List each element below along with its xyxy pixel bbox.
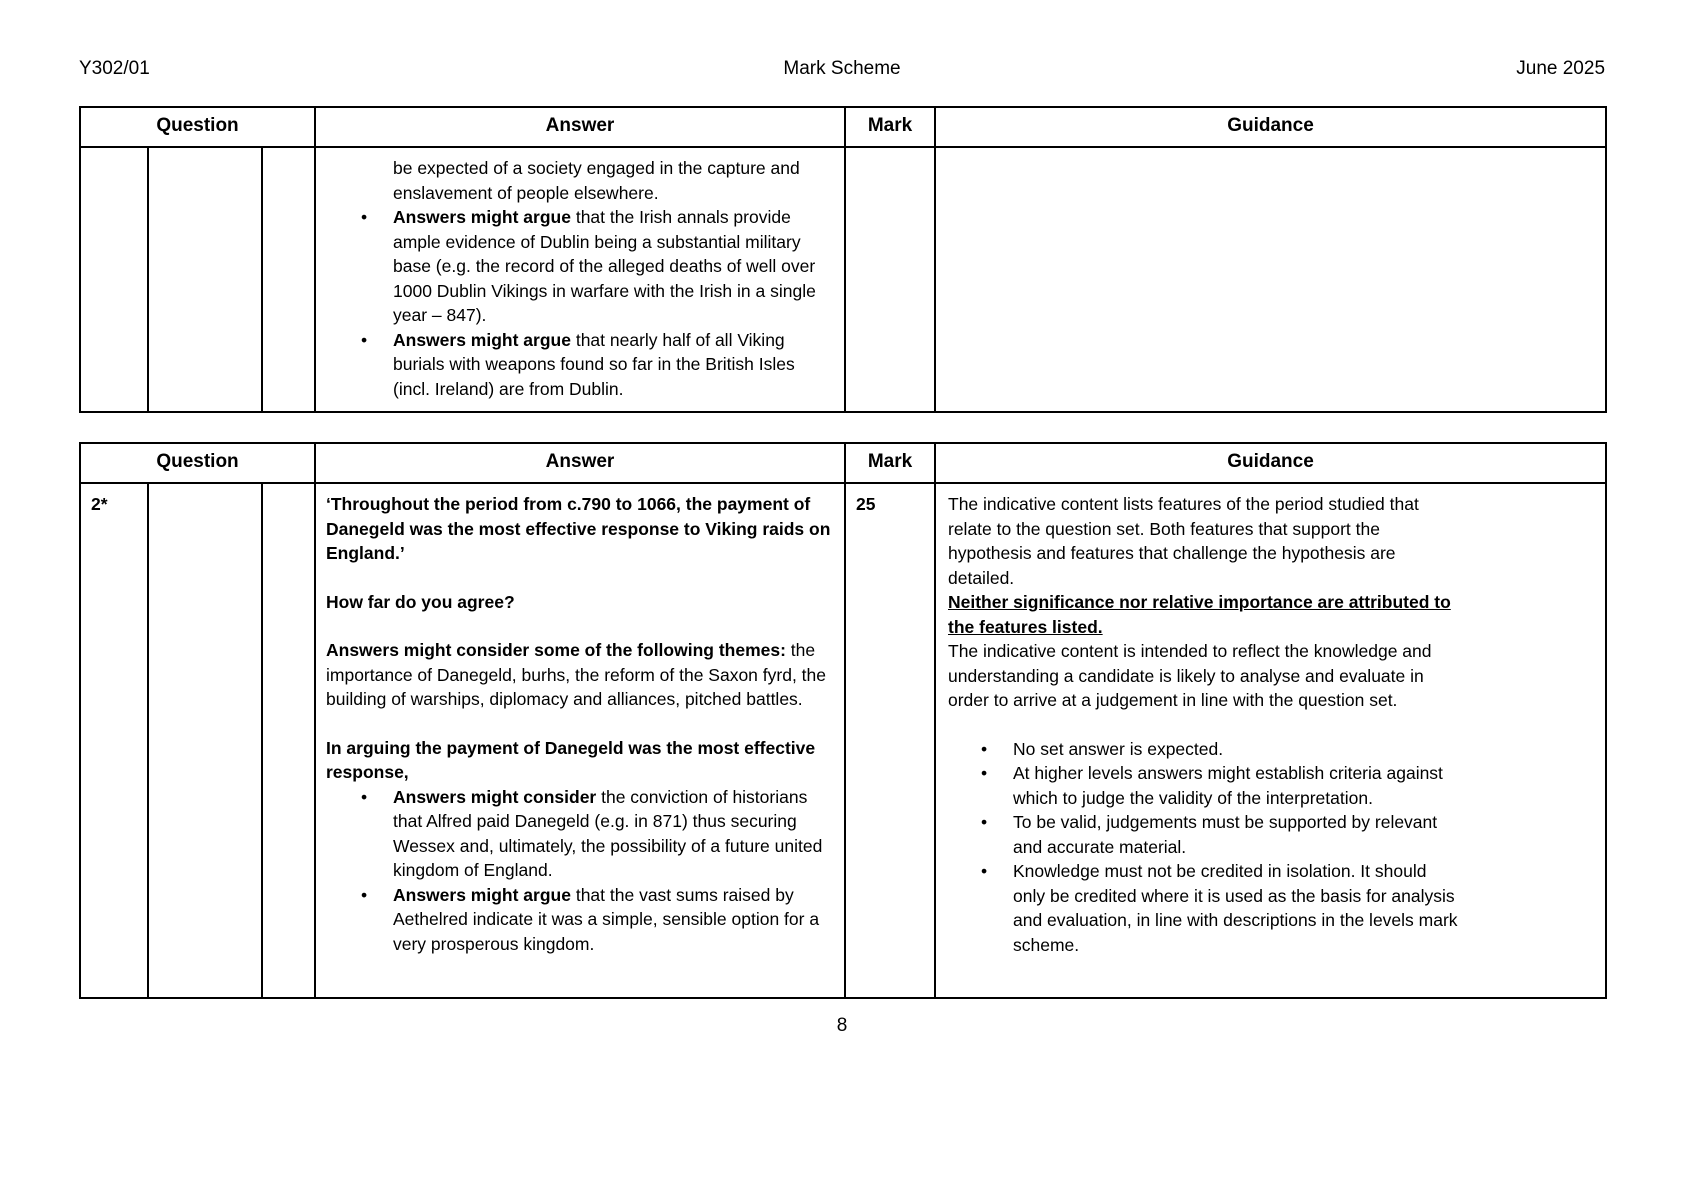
answer-cell: [315, 483, 845, 998]
guidance-bullet: • No set answer is expected.: [948, 737, 1460, 762]
page-number: 8: [836, 1015, 848, 1036]
bullet-text: that the Irish annals provide ample evidence of Dublin being a substantial military base (e.g. the record of the alleged deaths of well over 1000 Dublin Vikings in warfare with the Irish in a single year – 847).: [393, 207, 816, 325]
question-subpart-cell-2: [262, 147, 315, 412]
guidance-paragraph: The indicative content lists features of the period studied that relate to the question set. Both features that support the hypothesis and features that challenge the hypothesis are detailed.: [948, 494, 1419, 588]
column-header-guidance: Guidance: [935, 107, 1606, 147]
column-header-answer: Answer: [315, 443, 845, 483]
answer-continuation-text: be expected of a society engaged in the capture and enslavement of people elsewhere.: [393, 158, 800, 203]
answer-bullet: [326, 883, 834, 957]
guidance-bullet: • To be valid, judgements must be supported by relevant and accurate material.: [948, 810, 1460, 859]
mark-scheme-table-1: [79, 106, 1607, 413]
guidance-cell: [935, 483, 1606, 998]
document-title: Mark Scheme: [783, 58, 901, 79]
guidance-bullet: • Knowledge must not be credited in isolation. It should only be credited where it is used as the basis for analysis and evaluation, in line with descriptions in the levels mark scheme.: [948, 859, 1460, 957]
table-2-header-row: [80, 443, 1606, 483]
guidance-cell: [935, 147, 1606, 412]
question-subpart-cell: [148, 147, 262, 412]
paper-code: Y302/01: [79, 58, 150, 79]
answer-bullet-list: [326, 205, 834, 401]
question-prompt: How far do you agree?: [326, 591, 515, 612]
bullet-bold-lead: Answers might argue: [393, 884, 571, 905]
question-number-cell: 2*: [80, 483, 148, 998]
column-header-question: Question: [80, 443, 315, 483]
mark-cell: [845, 147, 935, 412]
guidance-bullet-list: [948, 737, 1460, 958]
answer-cell: [315, 147, 845, 412]
column-header-mark: Mark: [845, 107, 935, 147]
document-header: [79, 58, 1605, 80]
bullet-bold-lead: Answers might argue: [393, 329, 571, 350]
column-header-question: Question: [80, 107, 315, 147]
question-number-cell: [80, 147, 148, 412]
session-date: June 2025: [1516, 58, 1606, 79]
answer-bullet-list: [326, 785, 834, 957]
column-header-guidance: Guidance: [935, 443, 1606, 483]
guidance-bullet: • At higher levels answers might establish criteria against which to judge the validity of the interpretation.: [948, 761, 1460, 810]
mark-scheme-table-2: [79, 442, 1607, 999]
bullet-text: that the vast sums raised by Aethelred indicate it was a simple, sensible option for a very prosperous kingdom.: [393, 884, 820, 954]
guidance-paragraph: The indicative content is intended to reflect the knowledge and understanding a candidate is likely to analyse and evaluate in order to arrive at a judgement in line with the question set.: [948, 641, 1432, 710]
column-header-mark: Mark: [845, 443, 935, 483]
themes-bold-lead: Answers might consider some of the following themes:: [326, 640, 786, 660]
themes-text: the importance of Danegeld, burhs, the reform of the Saxon fyrd, the building of warships, diplomacy and alliances, pitched battles.: [326, 640, 826, 709]
answer-bullet: [326, 785, 834, 883]
bullet-text: the conviction of historians that Alfred paid Danegeld (e.g. in 871) thus securing Wessex and, ultimately, the possibility of a future united kingdom of England.: [393, 786, 823, 880]
mark-cell: 25: [845, 483, 935, 998]
column-header-answer: Answer: [315, 107, 845, 147]
answer-bullet: [326, 328, 834, 402]
question-subpart-cell-2: [262, 483, 315, 998]
answer-bullet: [326, 205, 834, 328]
bullet-text: that nearly half of all Viking burials with weapons found so far in the British Isles (incl. Ireland) are from Dublin.: [393, 329, 795, 399]
themes-paragraph: [326, 638, 834, 712]
bullet-bold-lead: Answers might consider: [393, 786, 597, 807]
table-1-header-row: [80, 107, 1606, 147]
question-subpart-cell: [148, 483, 262, 998]
arguing-heading: In arguing the payment of Danegeld was the most effective response,: [326, 737, 816, 782]
question-quote: ‘Throughout the period from c.790 to 1066, the payment of Danegeld was the most effective response to Viking raids on England.’: [326, 494, 831, 563]
table-2-body-row: [80, 483, 1606, 998]
guidance-emphasis: Neither significance nor relative importance are attributed to the features listed.: [948, 592, 1451, 637]
table-1-body-row: [80, 147, 1606, 412]
bullet-bold-lead: Answers might argue: [393, 207, 571, 227]
